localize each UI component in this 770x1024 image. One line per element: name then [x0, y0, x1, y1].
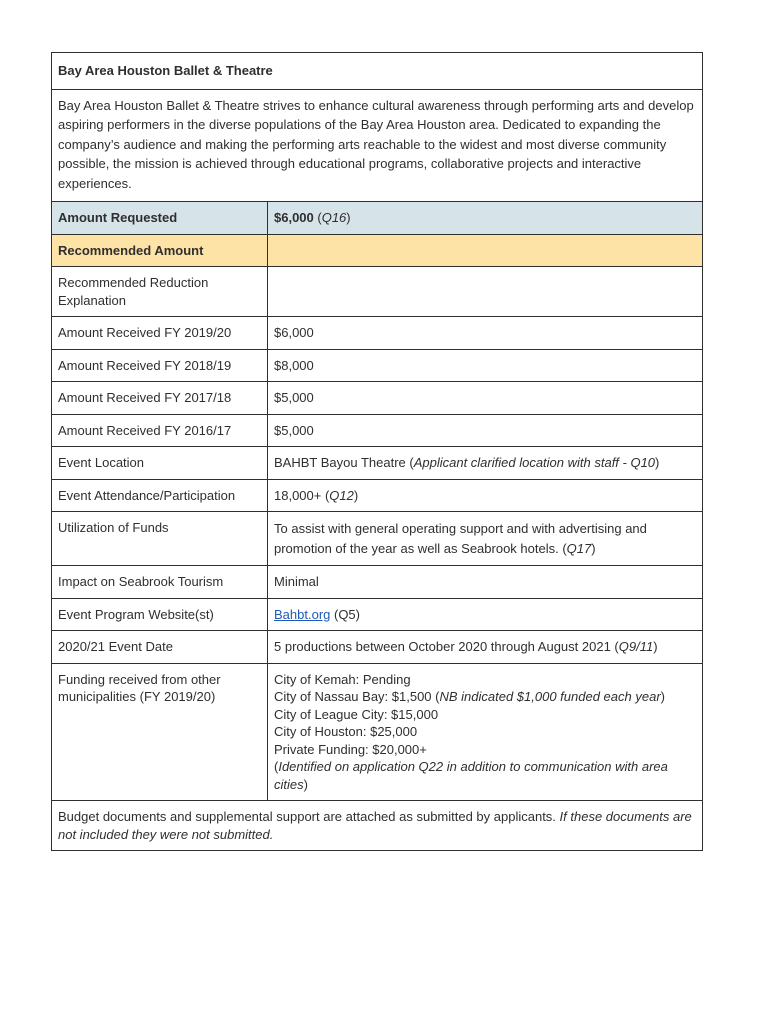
- funding-value: [268, 664, 702, 801]
- recommended-amount-label: Recommended Amount: [52, 235, 268, 267]
- funding-note: [274, 758, 696, 793]
- attendance-value: [268, 480, 702, 512]
- event-date-ref: Q9/11: [618, 639, 654, 654]
- mission-row: [52, 89, 702, 202]
- attendance-text: 18,000+ (: [274, 487, 330, 503]
- utilization-ref: Q17: [566, 540, 592, 556]
- event-location-note: Applicant clarified location with staff - Q10: [413, 455, 656, 470]
- reduction-value: [268, 267, 702, 316]
- impact-value: Minimal: [274, 574, 319, 589]
- event-location-label: Event Location: [52, 447, 268, 479]
- event-location-value: [268, 447, 702, 479]
- received-label: Amount Received FY 2016/17: [52, 415, 268, 447]
- event-location-text: BAHBT Bayou Theatre (: [274, 455, 414, 470]
- funding-league: City of League City: $15,000: [274, 706, 439, 722]
- website-row: [52, 598, 702, 631]
- utilization-row: [52, 511, 702, 565]
- amount-requested-ref-open: (: [313, 210, 322, 225]
- event-date-close: ): [653, 639, 658, 654]
- event-location-close: ): [655, 455, 660, 470]
- footer-italic: If these documents are not included they were not submitted.: [58, 809, 692, 842]
- received-value: $6,000: [274, 325, 314, 340]
- funding-nassau: [274, 688, 696, 706]
- received-label: Amount Received FY 2017/18: [52, 382, 268, 414]
- website-link[interactable]: Bahbt.org: [274, 606, 331, 622]
- received-label: Amount Received FY 2019/20: [52, 317, 268, 349]
- amount-requested-ref: Q16: [321, 210, 347, 225]
- amount-requested-value: [268, 202, 702, 234]
- org-title-row: [52, 53, 702, 89]
- received-row: [52, 414, 702, 447]
- funding-private: Private Funding: $20,000+: [274, 741, 427, 757]
- funding-houston: City of Houston: $25,000: [274, 724, 418, 739]
- utilization-text: To assist with general operating support and with advertising and promotion of the year as well as Seabrook hotels. (: [274, 521, 647, 556]
- funding-note-open: (: [274, 759, 279, 774]
- attendance-ref: Q12: [329, 487, 354, 503]
- event-date-value: [268, 631, 702, 663]
- website-ref: (Q5): [330, 606, 360, 622]
- event-location-row: [52, 446, 702, 479]
- received-row: [52, 349, 702, 382]
- reduction-row: [52, 266, 702, 316]
- funding-nassau-text: City of Nassau Bay: $1,500 (: [274, 689, 440, 704]
- utilization-value: [268, 512, 702, 565]
- funding-note-text: Identified on application Q22 in addition to communication with area cities: [274, 759, 668, 792]
- received-value: $8,000: [274, 357, 314, 373]
- received-row: [52, 381, 702, 414]
- amount-requested-row: [52, 201, 702, 234]
- funding-label: Funding received from other municipalities (FY 2019/20): [52, 664, 268, 801]
- attendance-label: Event Attendance/Participation: [52, 480, 268, 512]
- footer-text: Budget documents and supplemental support are attached as submitted by applicants.: [58, 809, 560, 824]
- funding-nassau-close: ): [660, 689, 665, 704]
- event-date-text: 5 productions between October 2020 through August 2021 (: [274, 639, 619, 654]
- funding-kemah: City of Kemah: Pending: [274, 671, 411, 687]
- funding-row: [52, 663, 702, 801]
- amount-requested-label: Amount Requested: [52, 202, 268, 234]
- recommended-amount-value: [268, 235, 702, 267]
- amount-requested-ref-close: ): [346, 210, 351, 225]
- impact-row: [52, 565, 702, 598]
- org-name: Bay Area Houston Ballet & Theatre: [58, 63, 273, 78]
- funding-note-close: ): [303, 776, 308, 792]
- funding-nassau-note: NB indicated $1,000 funded each year: [439, 689, 661, 704]
- amount-requested-amount: $6,000: [274, 210, 314, 225]
- received-value: $5,000: [274, 390, 314, 405]
- reduction-label: Recommended Reduction Explanation: [52, 267, 268, 316]
- received-label: Amount Received FY 2018/19: [52, 350, 268, 382]
- mission-text: Bay Area Houston Ballet & Theatre strives to enhance cultural awareness through performing arts and develop aspiring performers in the diverse populations of the Bay Area Houston area. Dedicated to expanding the company’s audience and making the performing arts reachable to the widest and most diverse community possible, the mission is achieved through educational programs, collaborative projects and interactive experiences.: [58, 97, 694, 191]
- footer-row: [52, 800, 702, 850]
- event-date-row: [52, 630, 702, 663]
- attendance-row: [52, 479, 702, 512]
- recommended-amount-row: [52, 234, 702, 267]
- event-date-label: 2020/21 Event Date: [52, 631, 268, 663]
- grant-summary-table: [51, 52, 703, 851]
- received-value: $5,000: [274, 422, 314, 438]
- utilization-close: ): [591, 540, 596, 556]
- received-row: [52, 316, 702, 349]
- footer-note: [52, 801, 702, 850]
- website-label: Event Program Website(st): [52, 599, 268, 631]
- utilization-label: Utilization of Funds: [52, 512, 268, 565]
- website-value: [268, 599, 702, 631]
- impact-label: Impact on Seabrook Tourism: [52, 566, 268, 598]
- attendance-close: ): [353, 487, 359, 503]
